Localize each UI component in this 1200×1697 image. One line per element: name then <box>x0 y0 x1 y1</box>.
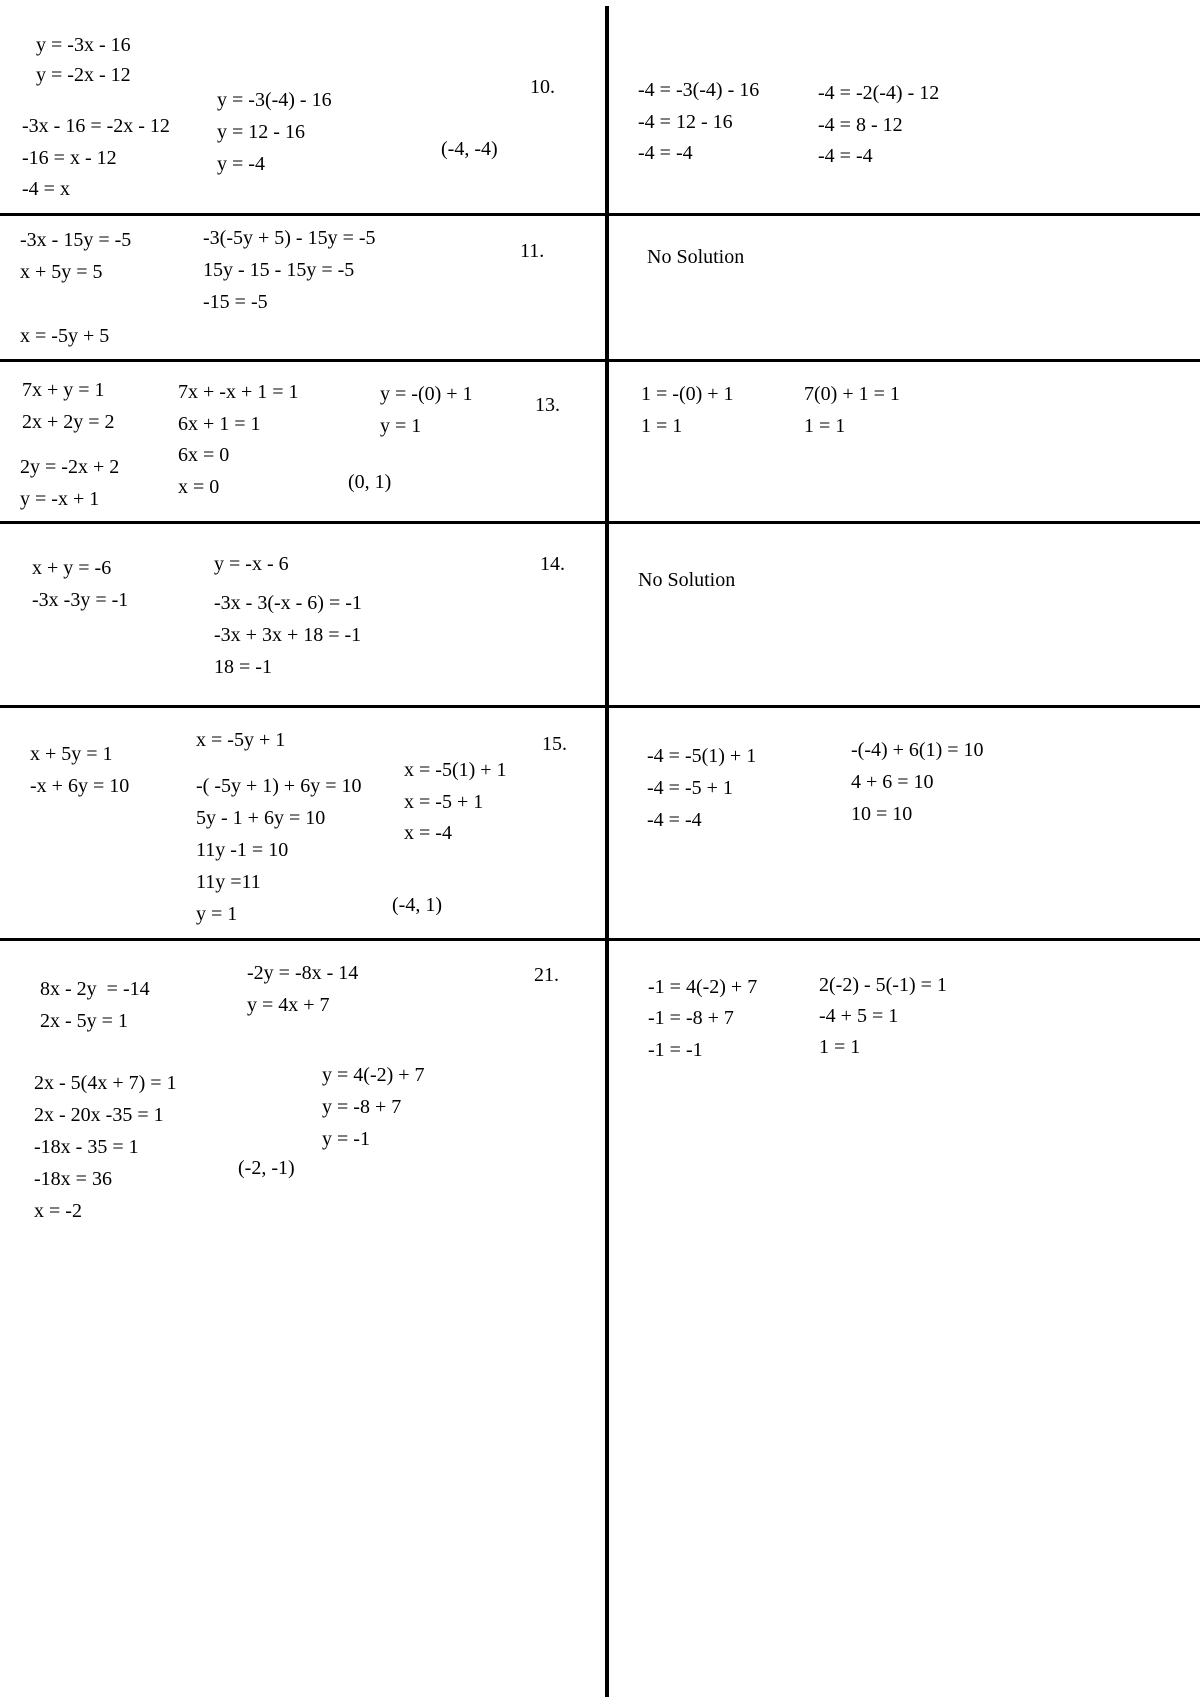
solution-answer: (0, 1) <box>348 471 392 493</box>
work-line: -18x = 36 <box>34 1168 112 1190</box>
work-line: x = -5y + 5 <box>20 325 110 347</box>
problem-label-10: 10. <box>530 76 555 98</box>
solution-answer: (-4, -4) <box>441 138 498 160</box>
work-line: y = 4x + 7 <box>247 994 330 1016</box>
check-line: 2(-2) - 5(-1) = 1 <box>819 974 947 996</box>
check-line: -(-4) + 6(1) = 10 <box>851 739 984 761</box>
work-line: x = -5(1) + 1 <box>404 759 507 781</box>
work-line: x = -5 + 1 <box>404 791 484 813</box>
work-line: y = -(0) + 1 <box>380 383 473 405</box>
check-line: -4 = -4 <box>818 145 873 167</box>
work-line: y = -x - 6 <box>214 553 289 575</box>
problem-label-21: 21. <box>534 964 559 986</box>
check-line: 10 = 10 <box>851 803 913 825</box>
work-line: y = 1 <box>380 415 422 437</box>
work-line: -15 = -5 <box>203 291 268 313</box>
check-line: -4 = -5(1) + 1 <box>647 745 757 767</box>
work-line: 11y =11 <box>196 871 261 893</box>
work-line: y = -3(-4) - 16 <box>217 89 332 111</box>
work-line: 2x + 2y = 2 <box>22 411 115 433</box>
work-line: -( -5y + 1) + 6y = 10 <box>196 775 362 797</box>
work-line: x = -2 <box>34 1200 82 1222</box>
check-line: -1 = -1 <box>648 1039 703 1061</box>
work-line: 6x = 0 <box>178 444 230 466</box>
problem-label-15: 15. <box>542 733 567 755</box>
work-line: x + y = -6 <box>32 557 112 579</box>
work-line: -3x - 15y = -5 <box>20 229 132 251</box>
row-divider-4 <box>0 705 1200 708</box>
work-line: y = 12 - 16 <box>217 121 305 143</box>
work-line: y = 1 <box>196 903 238 925</box>
row-divider-3 <box>0 521 1200 524</box>
check-line: -4 = 12 - 16 <box>638 111 733 133</box>
work-line: -3x - 3(-x - 6) = -1 <box>214 592 362 614</box>
check-line: -1 = 4(-2) + 7 <box>648 976 758 998</box>
work-line: y = -x + 1 <box>20 488 100 510</box>
work-line: -x + 6y = 10 <box>30 775 130 797</box>
work-line: -3x + 3x + 18 = -1 <box>214 624 362 646</box>
work-line: 2x - 5y = 1 <box>40 1010 128 1032</box>
work-line: y = -1 <box>322 1128 370 1150</box>
work-line: 7x + y = 1 <box>22 379 105 401</box>
problem-label-11: 11. <box>520 240 545 262</box>
solution-answer: (-2, -1) <box>238 1157 295 1179</box>
work-line: -3x - 16 = -2x - 12 <box>22 115 170 137</box>
work-line: y = -8 + 7 <box>322 1096 402 1118</box>
work-line: 15y - 15 - 15y = -5 <box>203 259 355 281</box>
check-line: -4 = -5 + 1 <box>647 777 733 799</box>
check-line: 4 + 6 = 10 <box>851 771 934 793</box>
check-line: 1 = -(0) + 1 <box>641 383 734 405</box>
work-line: -3x -3y = -1 <box>32 589 129 611</box>
check-line: 7(0) + 1 = 1 <box>804 383 900 405</box>
work-line: -18x - 35 = 1 <box>34 1136 139 1158</box>
work-line: -16 = x - 12 <box>22 147 117 169</box>
work-line: 11y -1 = 10 <box>196 839 289 861</box>
solution-answer: (-4, 1) <box>392 894 442 916</box>
work-line: 2x - 5(4x + 7) = 1 <box>34 1072 177 1094</box>
check-line: -4 = -3(-4) - 16 <box>638 79 760 101</box>
work-line: -2y = -8x - 14 <box>247 962 359 984</box>
work-line: x = -5y + 1 <box>196 729 286 751</box>
check-line: -1 = -8 + 7 <box>648 1007 734 1029</box>
check-line: -4 = -4 <box>647 809 702 831</box>
work-line: -3(-5y + 5) - 15y = -5 <box>203 227 376 249</box>
work-line: -4 = x <box>22 178 70 200</box>
work-line: 2y = -2x + 2 <box>20 456 120 478</box>
problem-label-13: 13. <box>535 394 560 416</box>
work-line: y = -2x - 12 <box>36 64 131 86</box>
check-line: 1 = 1 <box>804 415 846 437</box>
work-line: x = 0 <box>178 476 220 498</box>
work-line: y = 4(-2) + 7 <box>322 1064 425 1086</box>
work-line: 8x - 2y = -14 <box>40 978 150 1000</box>
work-line: 18 = -1 <box>214 656 272 678</box>
check-line: -4 = -2(-4) - 12 <box>818 82 940 104</box>
work-line: 2x - 20x -35 = 1 <box>34 1104 164 1126</box>
check-line: 1 = 1 <box>641 415 683 437</box>
check-result: No Solution <box>647 246 745 268</box>
row-divider-1 <box>0 213 1200 216</box>
check-line: -4 = 8 - 12 <box>818 114 903 136</box>
center-divider <box>605 6 609 1697</box>
check-line: -4 = -4 <box>638 142 693 164</box>
work-line: x + 5y = 1 <box>30 743 113 765</box>
work-line: 6x + 1 = 1 <box>178 413 261 435</box>
row-divider-2 <box>0 359 1200 362</box>
work-line: y = -4 <box>217 153 265 175</box>
problem-label-14: 14. <box>540 553 565 575</box>
work-line: 7x + -x + 1 = 1 <box>178 381 299 403</box>
check-line: -4 + 5 = 1 <box>819 1005 899 1027</box>
row-divider-5 <box>0 938 1200 941</box>
check-line: 1 = 1 <box>819 1036 861 1058</box>
work-line: x = -4 <box>404 822 452 844</box>
work-line: 5y - 1 + 6y = 10 <box>196 807 326 829</box>
check-result: No Solution <box>638 569 736 591</box>
work-line: y = -3x - 16 <box>36 34 131 56</box>
work-line: x + 5y = 5 <box>20 261 103 283</box>
